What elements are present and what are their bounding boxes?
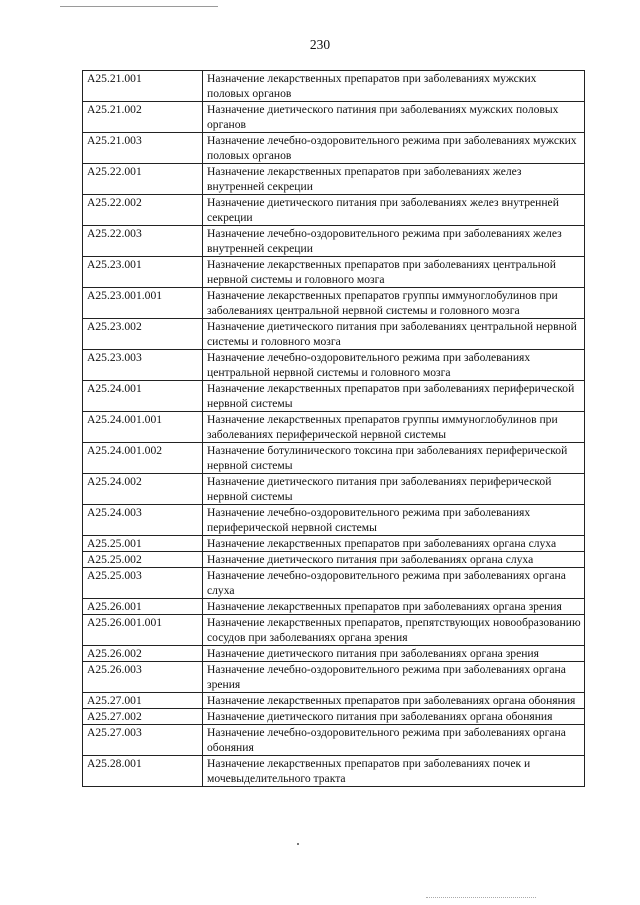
description-cell: Назначение диетического патиния при заболеваниях мужских половых органов — [203, 102, 585, 133]
table-row — [83, 599, 585, 615]
code-cell: A25.27.001 — [83, 693, 203, 709]
table-row — [83, 381, 585, 412]
table-row — [83, 552, 585, 568]
description-cell: Назначение диетического питания при заболеваниях органа слуха — [203, 552, 585, 568]
scan-speck — [297, 843, 299, 845]
description-cell: Назначение лекарственных препаратов при заболеваниях желез внутренней секреции — [203, 164, 585, 195]
code-cell: A25.22.002 — [83, 195, 203, 226]
table-row — [83, 756, 585, 787]
code-cell: A25.25.001 — [83, 536, 203, 552]
code-cell: A25.26.001 — [83, 599, 203, 615]
code-cell: A25.24.003 — [83, 505, 203, 536]
description-cell: Назначение диетического питания при заболеваниях органа зрения — [203, 646, 585, 662]
description-cell: Назначение лекарственных препаратов при заболеваниях центральной нервной системы и головного мозга — [203, 257, 585, 288]
table-row — [83, 505, 585, 536]
code-cell: A25.22.003 — [83, 226, 203, 257]
table-row — [83, 693, 585, 709]
code-cell: A25.24.001.001 — [83, 412, 203, 443]
procedure-code-table — [82, 70, 585, 787]
table-row — [83, 319, 585, 350]
code-cell: A25.21.003 — [83, 133, 203, 164]
description-cell: Назначение лекарственных препаратов группы иммуноглобулинов при заболеваниях периферической нервной системы — [203, 412, 585, 443]
table-row — [83, 709, 585, 725]
code-cell: A25.24.001.002 — [83, 443, 203, 474]
code-cell: A25.22.001 — [83, 164, 203, 195]
description-cell: Назначение диетического питания при заболеваниях органа обоняния — [203, 709, 585, 725]
code-cell: A25.21.002 — [83, 102, 203, 133]
description-cell: Назначение лекарственных препаратов при заболеваниях органа обоняния — [203, 693, 585, 709]
table-row — [83, 412, 585, 443]
description-cell: Назначение лекарственных препаратов группы иммуноглобулинов при заболеваниях центральной нервной системы и головного мозга — [203, 288, 585, 319]
description-cell: Назначение диетического питания при заболеваниях периферической нервной системы — [203, 474, 585, 505]
code-cell: A25.24.002 — [83, 474, 203, 505]
description-cell: Назначение лечебно-оздоровительного режима при заболеваниях центральной нервной системы и головного мозга — [203, 350, 585, 381]
description-cell: Назначение лечебно-оздоровительного режима при заболеваниях мужских половых органов — [203, 133, 585, 164]
table-row — [83, 568, 585, 599]
table-body — [83, 71, 585, 787]
table-row — [83, 195, 585, 226]
description-cell: Назначение лечебно-оздоровительного режима при заболеваниях желез внутренней секреции — [203, 226, 585, 257]
code-cell: A25.25.003 — [83, 568, 203, 599]
description-cell: Назначение лекарственных препаратов при заболеваниях органа зрения — [203, 599, 585, 615]
table-row — [83, 646, 585, 662]
table-row — [83, 536, 585, 552]
table-row — [83, 474, 585, 505]
code-cell: A25.26.001.001 — [83, 615, 203, 646]
table-row — [83, 288, 585, 319]
top-rule — [60, 6, 218, 7]
table-row — [83, 615, 585, 646]
table-row — [83, 350, 585, 381]
description-cell: Назначение лечебно-оздоровительного режима при заболеваниях периферической нервной системы — [203, 505, 585, 536]
description-cell: Назначение лечебно-оздоровительного режима при заболеваниях органа обоняния — [203, 725, 585, 756]
code-cell: A25.27.002 — [83, 709, 203, 725]
table-row — [83, 257, 585, 288]
code-cell: A25.24.001 — [83, 381, 203, 412]
code-cell: A25.23.001.001 — [83, 288, 203, 319]
table-row — [83, 71, 585, 102]
table-row — [83, 725, 585, 756]
code-cell: A25.27.003 — [83, 725, 203, 756]
code-cell: A25.26.003 — [83, 662, 203, 693]
table-row — [83, 102, 585, 133]
description-cell: Назначение диетического питания при заболеваниях желез внутренней секреции — [203, 195, 585, 226]
table-row — [83, 662, 585, 693]
description-cell: Назначение ботулинического токсина при заболеваниях периферической нервной системы — [203, 443, 585, 474]
code-cell: A25.23.001 — [83, 257, 203, 288]
description-cell: Назначение лекарственных препаратов при заболеваниях органа слуха — [203, 536, 585, 552]
description-cell: Назначение лекарственных препаратов при заболеваниях мужских половых органов — [203, 71, 585, 102]
description-cell: Назначение лекарственных препаратов, препятствующих новообразованию сосудов при заболеваниях органа зрения — [203, 615, 585, 646]
description-cell: Назначение лечебно-оздоровительного режима при заболеваниях органа зрения — [203, 662, 585, 693]
code-cell: A25.21.001 — [83, 71, 203, 102]
scan-artifact — [426, 897, 536, 898]
table-row — [83, 226, 585, 257]
description-cell: Назначение лечебно-оздоровительного режима при заболеваниях органа слуха — [203, 568, 585, 599]
description-cell: Назначение диетического питания при заболеваниях центральной нервной системы и головного мозга — [203, 319, 585, 350]
description-cell: Назначение лекарственных препаратов при заболеваниях почек и мочевыделительного тракта — [203, 756, 585, 787]
code-cell: A25.23.002 — [83, 319, 203, 350]
description-cell: Назначение лекарственных препаратов при заболеваниях периферической нервной системы — [203, 381, 585, 412]
table-row — [83, 164, 585, 195]
table-row — [83, 443, 585, 474]
code-cell: A25.25.002 — [83, 552, 203, 568]
page-number: 230 — [309, 37, 331, 52]
code-cell: A25.28.001 — [83, 756, 203, 787]
code-cell: A25.26.002 — [83, 646, 203, 662]
code-cell: A25.23.003 — [83, 350, 203, 381]
table-row — [83, 133, 585, 164]
